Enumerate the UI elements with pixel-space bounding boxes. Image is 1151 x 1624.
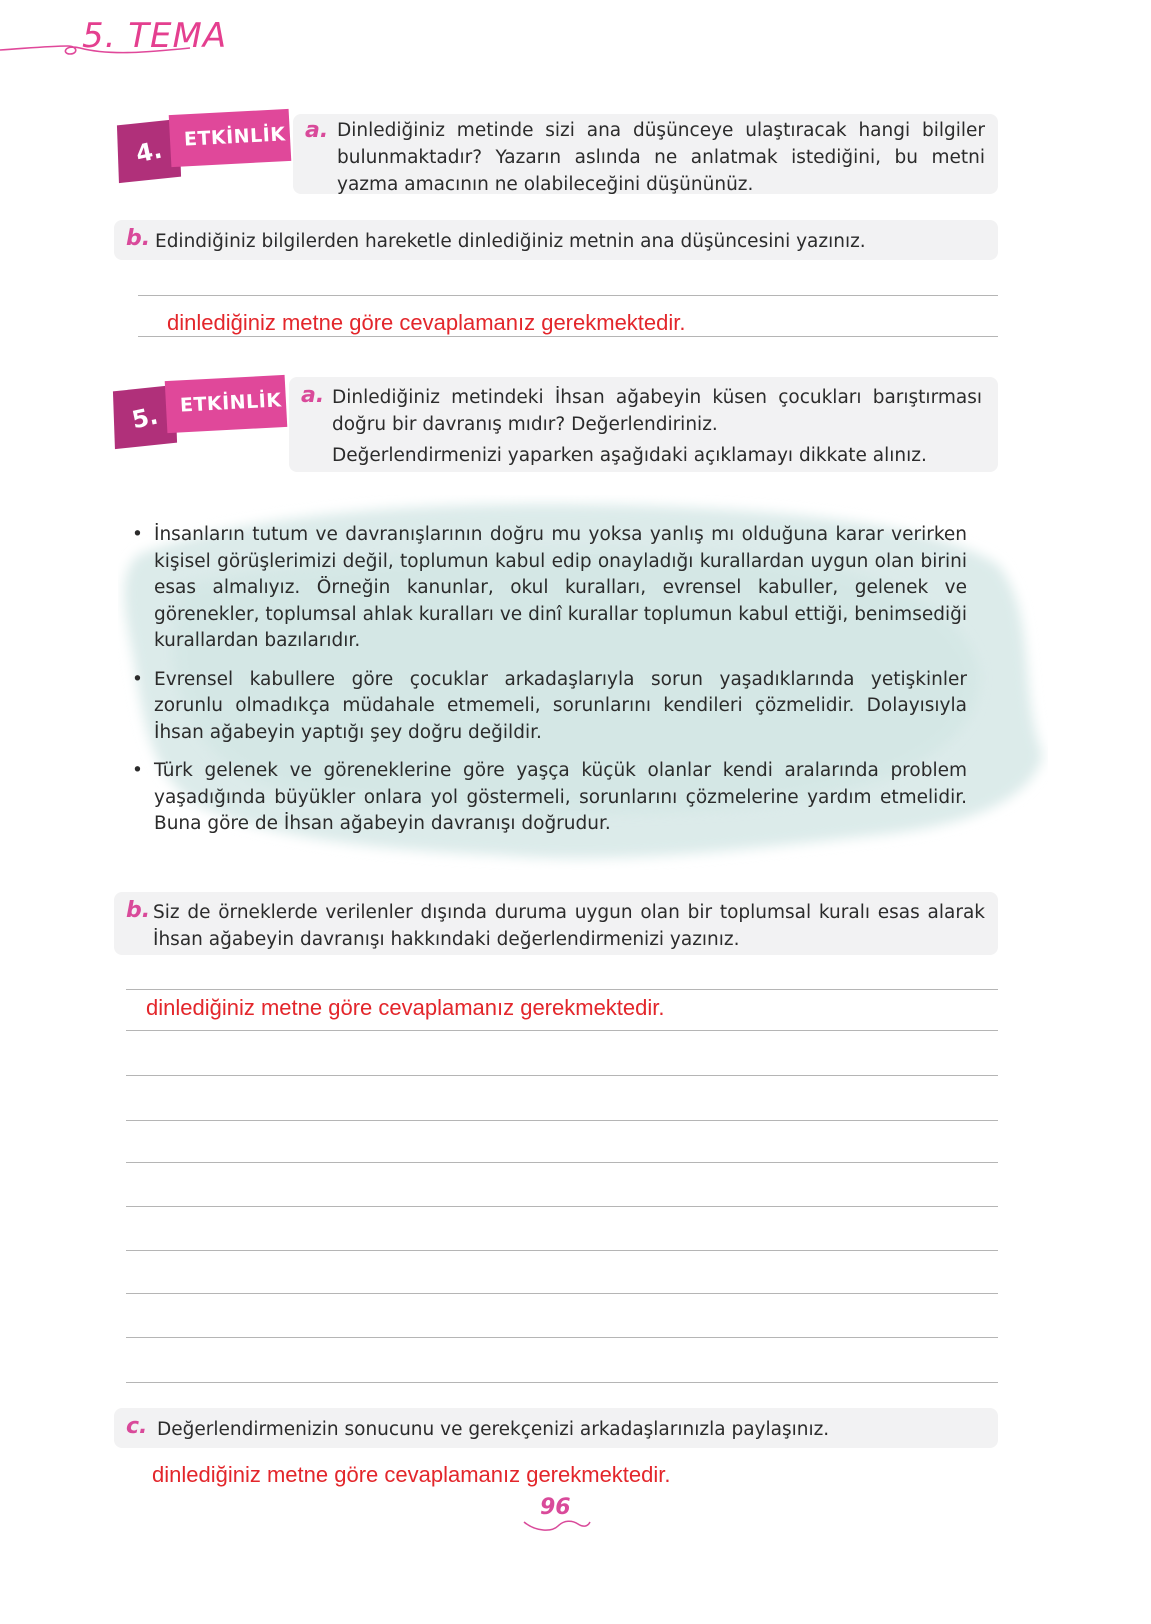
activity-4-question-a: Dinlediğiniz metinde sizi ana düşünceye ulaştıracak hangi bilgiler bulunmaktadır? Yazarın aslında ne anlatmak istediğini, bu metni yazma amacının ne olabileceğini düşününüz.: [337, 120, 985, 195]
answer-line: [126, 1293, 998, 1294]
list-item: • Türk gelenek ve göreneklerine göre yaşça küçük olanlar kendi aralarında problem yaşadığında büyükler onlara yol göstermeli, sorunlarını çözmelerine yardım etmelidir. Buna göre de İhsan ağabeyin davranışı doğrudur.: [132, 760, 967, 834]
activity-number: 4.: [133, 135, 165, 169]
activity-4-answer: dinlediğiniz metne göre cevaplamanız gerekmektedir.: [167, 310, 686, 335]
activity-5-c-answer: dinlediğiniz metne göre cevaplamanız gerekmektedir.: [152, 1462, 671, 1487]
activity-5-question-c: Değerlendirmenizin sonucunu ve gerekçenizi arkadaşlarınızla paylaşınız.: [157, 1419, 830, 1440]
answer-line: [126, 1075, 998, 1076]
activity-4-badge: [118, 112, 290, 172]
activity-5-question-a: Dinlediğiniz metindeki İhsan ağabeyin küsen çocukları barıştırması doğru bir davranış mıdır? Değerlendiriniz.: [332, 387, 982, 435]
question-letter-c: c.: [126, 1414, 148, 1439]
activity-label: ETKİNLİK: [183, 123, 287, 151]
page-number-swirl-decoration: [522, 1516, 592, 1536]
list-item: • Evrensel kabullere göre çocuklar arkadaşlarıyla sorun yaşadıklarında yetişkinler zorunlu olmadıkça müdahale etmemeli, sorunlarını kendileri çözmelidir. Dolayısıyla İhsan ağabeyin yaptığı şey doğru değildir.: [132, 668, 967, 743]
answer-line: [126, 1030, 998, 1031]
answer-line: [138, 336, 998, 337]
answer-line: [126, 1337, 998, 1338]
page-number: 96: [540, 1495, 571, 1520]
question-letter-b: b.: [126, 226, 151, 251]
activity-5-b-answer: dinlediğiniz metne göre cevaplamanız gerekmektedir.: [146, 995, 665, 1020]
answer-line: [126, 1162, 998, 1163]
activity-5-question-a-instruction: Değerlendirmenizi yaparken aşağıdaki açıklamayı dikkate alınız.: [332, 445, 927, 466]
answer-line: [126, 1206, 998, 1207]
activity-4-question-b: Edindiğiniz bilgilerden hareketle dinlediğiniz metnin ana düşüncesini yazınız.: [155, 231, 866, 252]
theme-underline-decoration: [0, 38, 200, 62]
answer-line: [126, 1250, 998, 1251]
bullet-list: [132, 522, 967, 850]
answer-line: [126, 1382, 998, 1383]
activity-5-question-b: Siz de örneklerde verilenler dışında duruma uygun olan bir toplumsal kuralı esas alarak İhsan ağabeyin davranışı hakkındaki değerlendirmenizi yazınız.: [153, 902, 985, 950]
activity-label: ETKİNLİK: [179, 389, 283, 417]
question-letter-a: a.: [305, 118, 329, 143]
question-letter-b: b.: [126, 898, 151, 923]
answer-line: [138, 295, 998, 296]
activity-number: 5.: [129, 401, 161, 435]
answer-line: [126, 1120, 998, 1121]
list-item: • İnsanların tutum ve davranışlarının doğru mu yoksa yanlış mı olduğuna karar verirken kişisel görüşlerimizi değil, toplumun kabul edip onayladığı kurallardan uygun olan birini esas almalıyız. Örneğin kanunlar, okul kuralları, evrensel kabuller, gelenek ve görenekler, toplumsal ahlak kuralları ve dinî kurallar toplumun kabul ettiği, benimsediği kurallardan bazılarıdır.: [132, 524, 967, 651]
answer-line: [126, 989, 998, 990]
theme-title: 5. TEMA: [82, 16, 228, 56]
activity-5-badge: [114, 378, 286, 438]
question-letter-a: a.: [301, 383, 325, 408]
